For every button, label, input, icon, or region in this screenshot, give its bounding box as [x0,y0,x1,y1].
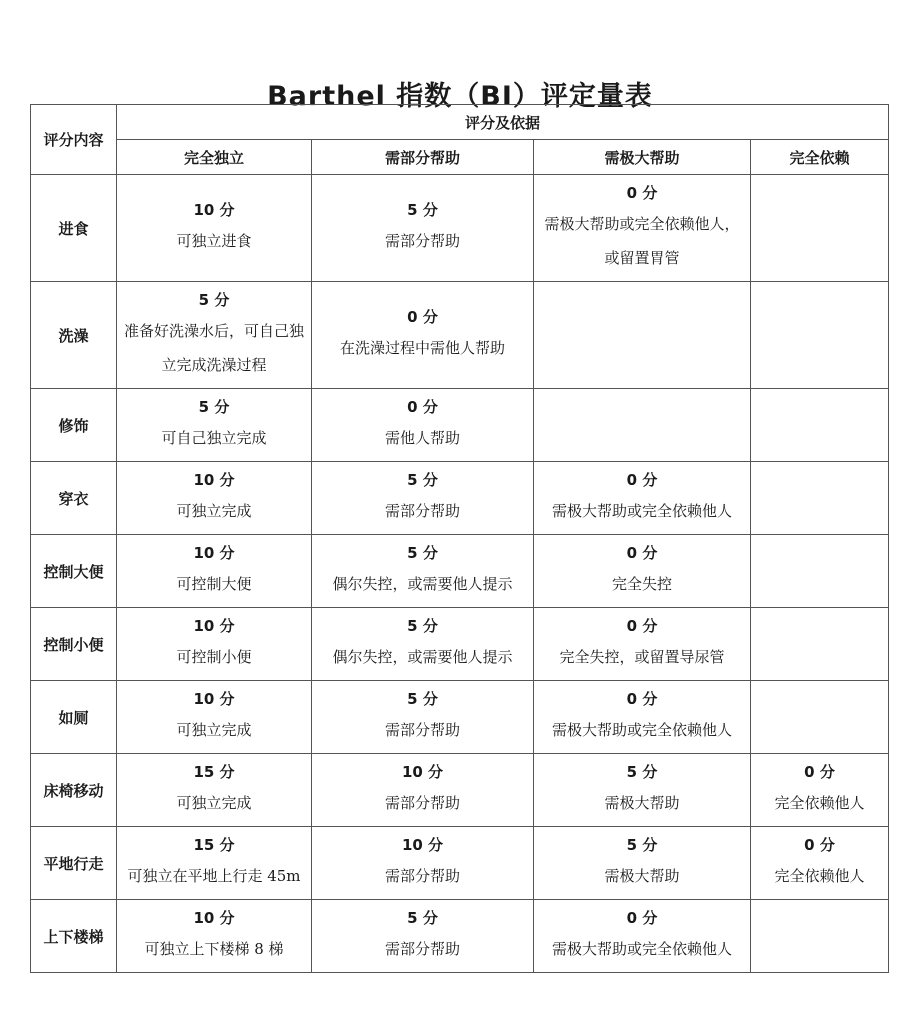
score-value: 10 分 [193,690,235,708]
score-criteria: 需极大帮助或完全依赖他人，或留置胃管 [544,215,740,267]
score-value: 10 分 [401,836,444,854]
score-cell [117,900,312,973]
score-criteria: 可独立在平地上行走 45m [127,867,301,885]
table-row [31,681,889,754]
item-label: 如厕 [31,681,117,754]
header-item-column: 评分内容 [31,105,117,175]
score-cell [117,462,312,535]
header-level-dependent: 完全依赖 [751,140,889,175]
score-value: 5 分 [198,291,230,309]
score-cell [312,535,534,608]
score-value: 5 分 [407,617,438,635]
score-criteria: 需部分帮助 [384,502,460,520]
score-value: 0 分 [626,690,658,708]
item-label: 进食 [31,175,117,282]
score-cell [312,681,534,754]
score-criteria: 完全依赖他人 [774,867,865,885]
score-value: 0 分 [626,909,658,927]
score-criteria: 完全失控，或留置导尿管 [559,648,725,666]
table-row [31,900,889,973]
barthel-table [30,104,889,973]
item-label: 修饰 [31,389,117,462]
item-label: 洗澡 [31,282,117,389]
table-row [31,754,889,827]
score-criteria: 可自己独立完成 [161,429,267,447]
score-cell [751,462,889,535]
score-cell [312,389,534,462]
item-label: 上下楼梯 [31,900,117,973]
score-criteria: 需极大帮助或完全依赖他人 [551,721,732,739]
score-value: 0 分 [626,184,658,202]
score-cell [751,900,889,973]
item-label: 穿衣 [31,462,117,535]
table-row [31,389,889,462]
score-criteria: 需部分帮助 [384,867,460,885]
score-criteria: 需极大帮助或完全依赖他人 [551,502,732,520]
score-value: 0 分 [804,763,835,781]
score-value: 0 分 [407,398,438,416]
score-criteria: 需部分帮助 [384,721,460,739]
score-criteria: 需极大帮助 [604,867,680,885]
page-title: Barthel 指数（BI）评定量表 [267,81,653,112]
score-cell [534,608,751,681]
score-cell [312,175,534,282]
score-criteria: 需部分帮助 [384,940,460,958]
score-value: 5 分 [407,544,438,562]
header-level-independent: 完全独立 [117,140,312,175]
item-label: 床椅移动 [31,754,117,827]
table-row [31,535,889,608]
score-value: 15 分 [193,836,235,854]
score-criteria: 需部分帮助 [384,232,460,250]
score-criteria: 可独立完成 [176,502,252,520]
score-criteria: 需极大帮助 [604,794,680,812]
score-cell [117,389,312,462]
score-cell [751,175,889,282]
score-cell [751,389,889,462]
item-label: 平地行走 [31,827,117,900]
score-cell [751,827,889,900]
score-cell [534,462,751,535]
score-value: 15 分 [193,763,235,781]
score-value: 0 分 [407,308,438,326]
header-level-partial-help: 需部分帮助 [312,140,534,175]
score-cell [312,900,534,973]
score-value: 0 分 [626,471,658,489]
score-cell [312,754,534,827]
header-level-great-help: 需极大帮助 [534,140,751,175]
score-criteria: 偶尔失控，或需要他人提示 [332,575,513,593]
score-value: 0 分 [804,836,835,854]
score-criteria: 在洗澡过程中需他人帮助 [339,339,505,357]
table-row [31,282,889,389]
score-cell [117,175,312,282]
table-row [31,608,889,681]
item-label: 控制小便 [31,608,117,681]
table-row [31,827,889,900]
score-criteria: 完全依赖他人 [774,794,865,812]
score-cell [312,827,534,900]
score-cell [534,535,751,608]
score-cell [117,827,312,900]
score-criteria: 可独立完成 [176,721,252,739]
score-cell [312,282,534,389]
score-cell [117,608,312,681]
header-score-group: 评分及依据 [117,105,889,140]
item-label: 控制大便 [31,535,117,608]
score-value: 5 分 [407,471,438,489]
score-cell [751,535,889,608]
score-criteria: 需极大帮助或完全依赖他人 [551,940,732,958]
score-cell [534,754,751,827]
score-value: 10 分 [193,617,235,635]
score-criteria: 可控制大便 [176,575,252,593]
score-cell [751,608,889,681]
score-cell [312,608,534,681]
score-cell [312,462,534,535]
score-value: 5 分 [626,836,658,854]
table-row [31,175,889,282]
score-criteria: 可独立进食 [176,232,252,250]
score-cell [117,754,312,827]
score-cell [534,389,751,462]
score-criteria: 偶尔失控，或需要他人提示 [332,648,513,666]
score-value: 5 分 [626,763,658,781]
score-value: 5 分 [407,909,438,927]
score-criteria: 需他人帮助 [384,429,460,447]
score-value: 5 分 [407,201,438,219]
score-criteria: 可独立完成 [176,794,252,812]
score-cell [534,175,751,282]
score-value: 5 分 [407,690,438,708]
table-body [31,175,889,973]
score-cell [534,827,751,900]
score-cell [534,900,751,973]
score-criteria: 完全失控 [611,575,672,593]
score-cell [751,754,889,827]
score-cell [117,282,312,389]
score-cell [117,681,312,754]
table-row [31,462,889,535]
score-value: 10 分 [193,471,235,489]
score-cell [751,282,889,389]
score-value: 0 分 [626,617,658,635]
score-criteria: 可独立上下楼梯 8 梯 [144,940,284,958]
score-value: 10 分 [193,909,235,927]
score-value: 10 分 [401,763,444,781]
score-value: 10 分 [193,201,235,219]
score-criteria: 可控制小便 [176,648,252,666]
score-criteria: 准备好洗澡水后，可自己独立完成洗澡过程 [123,322,304,374]
score-cell [117,535,312,608]
score-cell [751,681,889,754]
score-cell [534,681,751,754]
score-cell [534,282,751,389]
score-value: 0 分 [626,544,658,562]
score-value: 10 分 [193,544,235,562]
score-value: 5 分 [198,398,230,416]
score-criteria: 需部分帮助 [384,794,460,812]
